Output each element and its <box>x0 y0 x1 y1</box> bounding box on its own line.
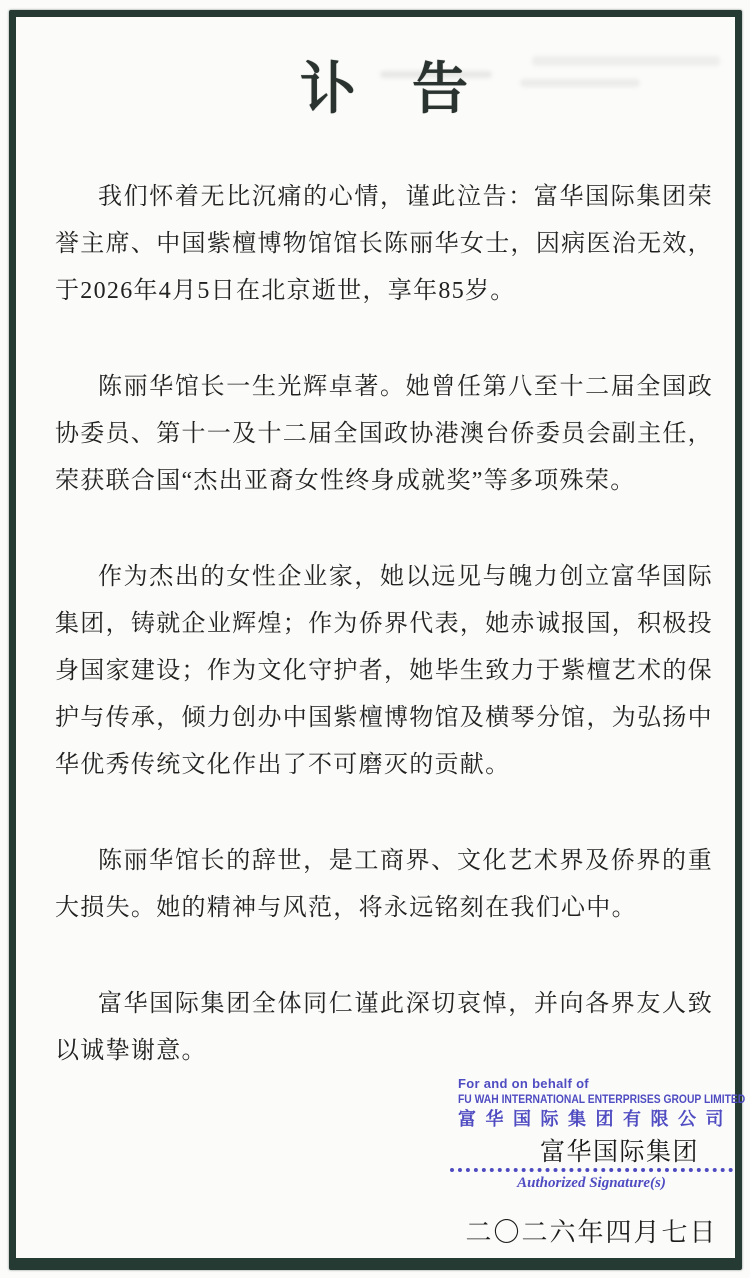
paragraph-announcement: 我们怀着无比沉痛的心情，谨此泣告：富华国际集团荣誉主席、中国紫檀博物馆馆长陈丽华女士，因病医治无效，于2026年4月5日在北京逝世，享年85岁。 <box>55 184 713 304</box>
signature-dotted-line <box>450 1168 733 1172</box>
stamp-company-name-zh: 富华国际集团有限公司 <box>458 1109 733 1129</box>
notice-content <box>55 58 713 1075</box>
notice-date: 二〇二六年四月七日 <box>465 1218 718 1247</box>
signature-area <box>450 1076 746 1248</box>
paragraph-loss: 陈丽华馆长的辞世，是工商界、文化艺术界及侨界的重大损失。她的精神与风范，将永远铭刻在我们心中。 <box>55 848 713 921</box>
stamp-company-name-en: FU WAH INTERNATIONAL ENTERPRISES GROUP LIMITED <box>458 1092 746 1106</box>
notice-body <box>55 174 713 1075</box>
company-stamp <box>450 1076 746 1130</box>
signature-company-name: 富华国际集团 <box>539 1139 699 1166</box>
paragraph-achievements: 作为杰出的女性企业家，她以远见与魄力创立富华国际集团，铸就企业辉煌；作为侨界代表，她赤诚报国，积极投身国家建设；作为文化守护者，她毕生致力于紫檀艺术的保护与传承，倾力创办中国紫檀博物馆及横琴分馆，为弘扬中华优秀传统文化作出了不可磨灭的贡献。 <box>55 564 713 778</box>
authorized-signature-label: Authorized Signature(s) <box>517 1175 666 1191</box>
paragraph-honors: 陈丽华馆长一生光辉卓著。她曾任第八至十二届全国政协委员、第十一及十二届全国政协港澳台侨委员会副主任，荣获联合国“杰出亚裔女性终身成就奖”等多项殊荣。 <box>55 374 713 494</box>
stamp-for-and-on-behalf: For and on behalf of <box>458 1076 589 1091</box>
paragraph-condolence: 富华国际集团全体同仁谨此深切哀悼，并向各界友人致以诚挚谢意。 <box>55 991 713 1064</box>
notice-title: 讣 告 <box>300 57 468 122</box>
